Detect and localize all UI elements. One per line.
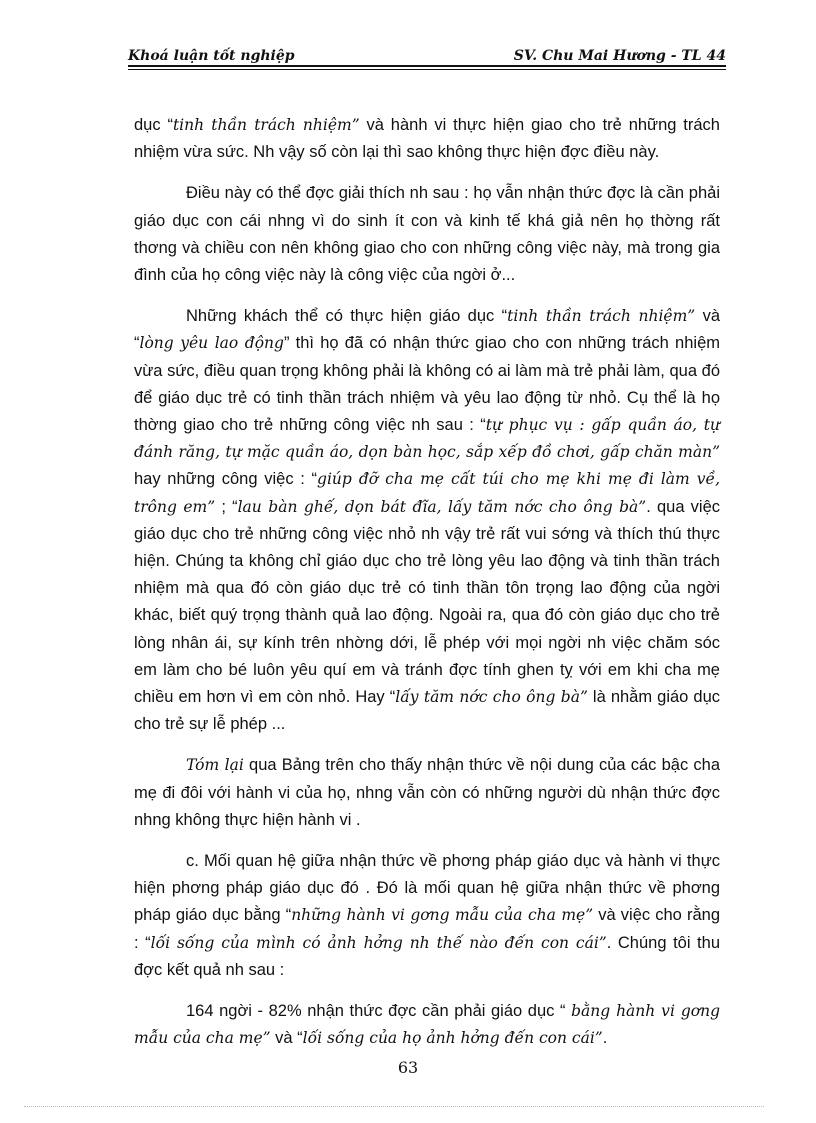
header-right-text: SV. Chu Mai Hương - TL 44 — [513, 48, 726, 64]
paragraph-5: c. Mối quan hệ giữa nhận thức về phơng pháp giáo dục và hành vi thực hiện phơng pháp giáo dục đó . Đó là mối quan hệ giữa nhận thức về phơng pháp giáo dục bằng “những hành vi gơng mẫu của cha mẹ” và việc cho rằng : “lối sống của mình có ảnh hởng nh thế nào đến con cái”. Chúng tôi thu đợc kết quả nh sau : — [134, 852, 720, 979]
header-rule-thin — [128, 69, 726, 70]
paragraph-3: Những khách thể có thực hiện giáo dục “tinh thần trách nhiệm” và “lòng yêu lao động” thì họ đã có nhận thức giao cho con những trách nhiệm vừa sức, điều quan trọng không phải là không có ai làm mà trẻ phải làm, qua đó để giáo dục trẻ có tinh thần trách nhiệm và yêu lao động từ nhỏ. Cụ thể là họ thờng giao cho trẻ những công việc nh sau : “tự phục vụ : gấp quần áo, tự đánh răng, tự mặc quần áo, dọn bàn học, sắp xếp đồ chơi, gấp chăn màn” hay những công việc : “giúp đỡ cha mẹ cất túi cho mẹ khi mẹ đi làm về, trông em” ; “lau bàn ghế, dọn bát đĩa, lấy tăm nớc cho ông bà”. qua việc giáo dục cho trẻ những công việc nhỏ nh vậy trẻ rất vui sớng và thích thú thực hiện. Chúng ta không chỉ giáo dục cho trẻ lòng yêu lao động và tinh thần trách nhiệm mà qua đó còn giáo dục trẻ có tinh thần tôn trọng lao động của ngời khác, biết quý trọng thành quả lao động. Ngoài ra, qua đó còn giáo dục cho trẻ lòng nhân ái, sự kính trên nhờng dới, lễ phép với mọi ngời nh việc chăm sóc em làm cho bé luôn yêu quí em và tránh đợc tính ghen tỵ với em khi cha mẹ chiều em hơn vì em còn nhỏ. Hay “lấy tăm nớc cho ông bà” là nhằm giáo dục cho trẻ sự lễ phép ... — [134, 307, 721, 734]
paragraph-2: Điều này có thể đợc giải thích nh sau : họ vẫn nhận thức đợc là cần phải giáo dục con cái nhng vì do sinh ít con và kinh tế khá giả nên họ thờng rất thơng và chiều con nên không giao cho con những công việc này, mà trong gia đình của họ công việc này là công việc của ngời ở... — [134, 184, 720, 285]
header-rule — [128, 65, 726, 67]
paragraph-1: dục “tinh thần trách nhiệm” và hành vi thực hiện giao cho trẻ những trách nhiệm vừa sức. Nh vậy số còn lại thì sao không thực hiện đợc điều này. — [134, 116, 720, 162]
body-text — [134, 112, 720, 1067]
footer-dotted-line — [24, 1106, 764, 1107]
paragraph-6: 164 ngời - 82% nhận thức đợc cần phải giáo dục “ bằng hành vi gơng mẫu của cha mẹ” và “lối sống của họ ảnh hởng đến con cái”. — [134, 1002, 720, 1048]
page-number: 63 — [397, 1058, 419, 1077]
paragraph-4: Tóm lại qua Bảng trên cho thấy nhận thức về nội dung của các bậc cha mẹ đi đôi với hành vi của họ, nhng vẫn còn có những người dù nhận thức đợc nhng không thực hiện hành vi . — [134, 756, 720, 829]
header-left-text: Khoá luận tốt nghiệp — [128, 48, 295, 64]
